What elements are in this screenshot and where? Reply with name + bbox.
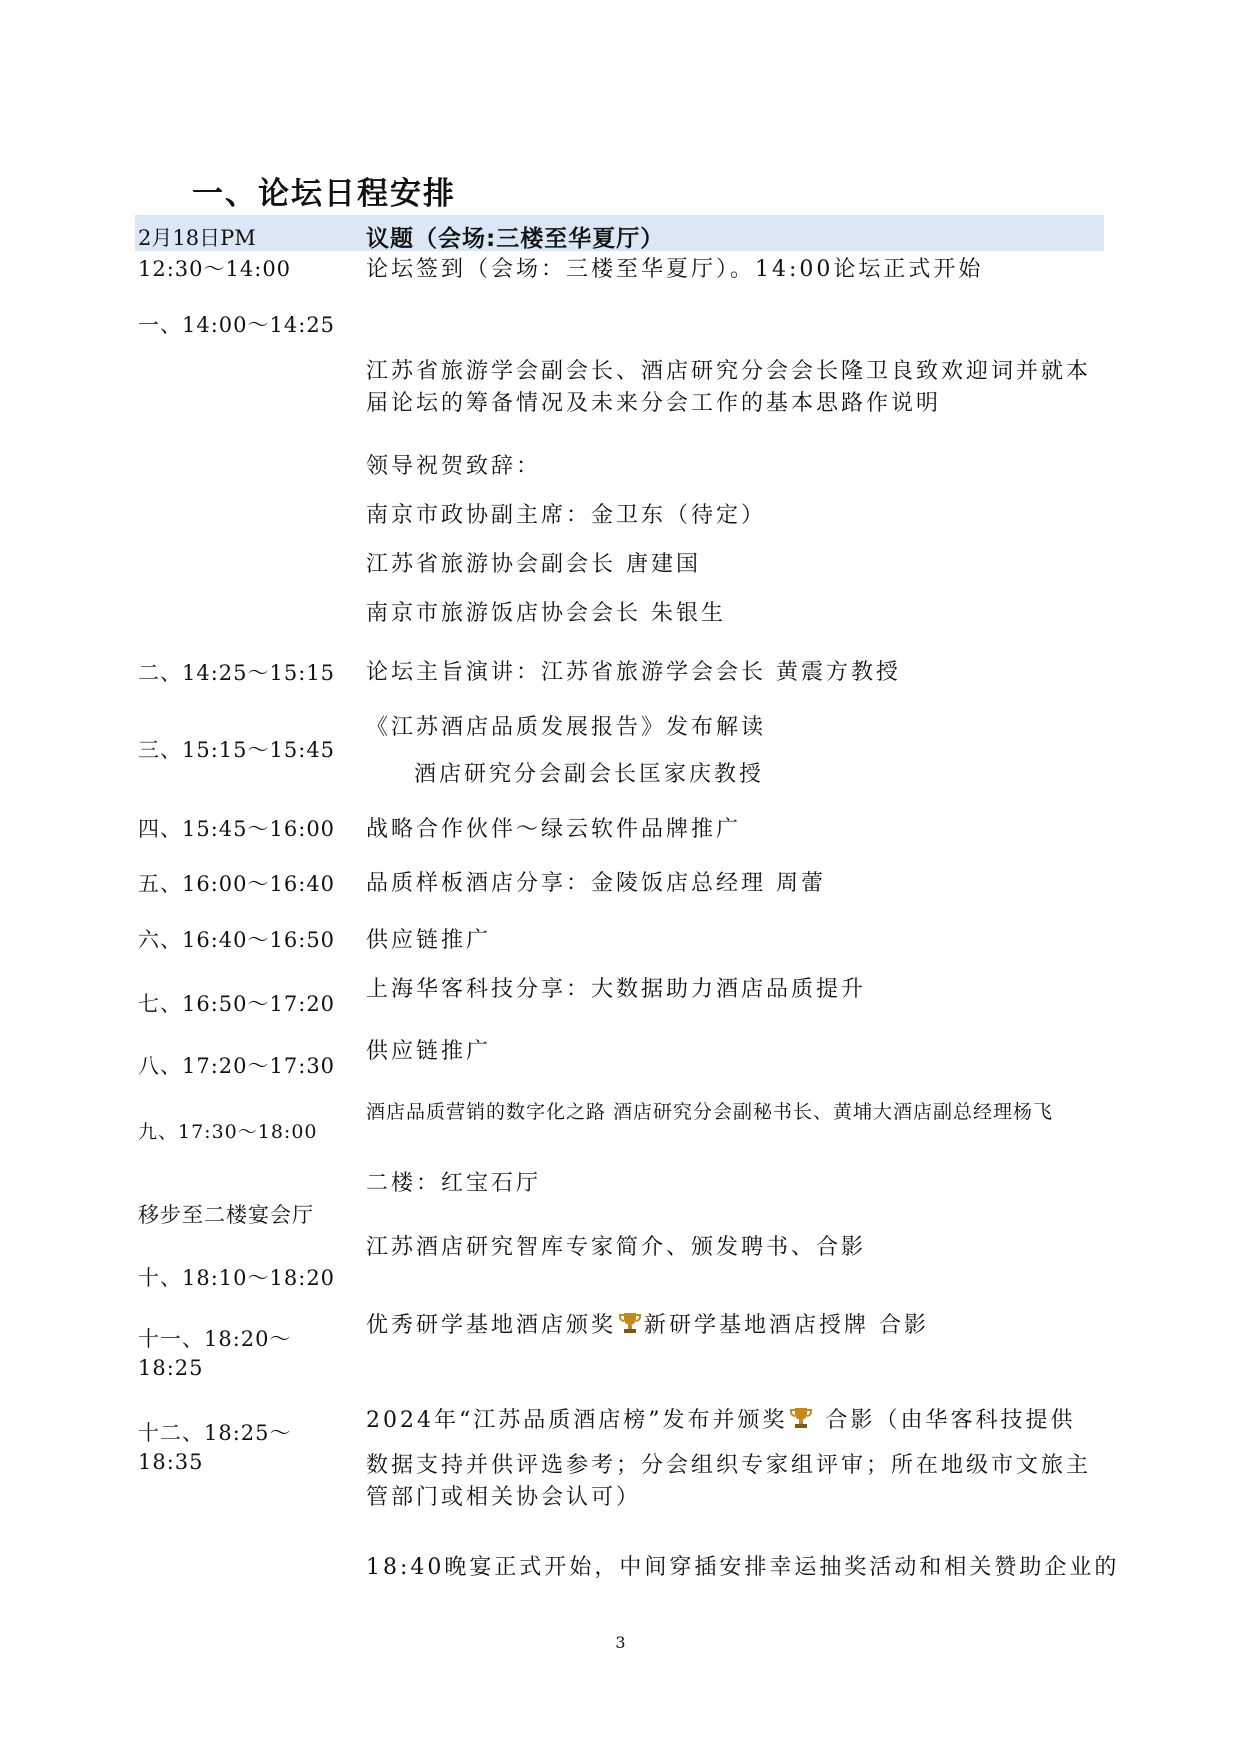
row-8-content: 供应链推广 [366, 1039, 492, 1064]
row-7-content: 上海华客科技分享：大数据助力酒店品质提升 [366, 977, 867, 1002]
row-1-sub-4: 南京市旅游饭店协会会长 朱银生 [366, 601, 726, 626]
row-7-time: 七、16:50～17:20 [138, 992, 336, 1016]
row-10-time: 十、18:10～18:20 [138, 1266, 336, 1290]
row-11-content [366, 1308, 929, 1341]
move-time: 移步至二楼宴会厅 [138, 1203, 314, 1227]
row-12-content-b: 合影（由华客科技提供 [815, 1408, 1076, 1433]
row-5-time: 五、16:00～16:40 [138, 872, 336, 896]
row-0-content: 论坛签到（会场：三楼至华夏厅）。14:00论坛正式开始 [366, 257, 984, 282]
row-12-time-a: 十二、18:25～ [138, 1421, 292, 1445]
row-9-content: 酒店品质营销的数字化之路 酒店研究分会副秘书长、黄埔大酒店副总经理杨飞 [366, 1101, 1054, 1123]
row-11-time-b: 18:25 [138, 1356, 204, 1380]
row-3-sub: 酒店研究分会副会长匡家庆教授 [414, 762, 765, 787]
row-6-time: 六、16:40～16:50 [138, 928, 336, 952]
row-1-sub-3: 江苏省旅游协会副会长 唐建国 [366, 552, 701, 577]
row-12-time-b: 18:35 [138, 1450, 204, 1474]
trophy-icon [790, 1406, 812, 1436]
row-2-time: 二、14:25～15:15 [138, 661, 336, 685]
header-date: 2月18日PM [138, 226, 256, 250]
row-0-time: 12:30～14:00 [138, 257, 292, 281]
row-1-sub-2: 南京市政协副主席：金卫东（待定） [366, 503, 767, 528]
row-8-time: 八、17:20～17:30 [138, 1054, 336, 1078]
page-number: 3 [615, 1633, 626, 1652]
row-11-time-a: 十一、18:20～ [138, 1327, 292, 1351]
row-6-content: 供应链推广 [366, 928, 492, 953]
row-1-time: 一、14:00～14:25 [138, 313, 336, 337]
row-11-content-b: 新研学基地酒店授牌 合影 [644, 1313, 930, 1338]
move-content: 二楼：红宝石厅 [366, 1171, 542, 1196]
row-12-content-a: 2024年“江苏品质酒店榜”发布并颁奖 [366, 1408, 788, 1433]
row-5-content: 品质样板酒店分享：金陵饭店总经理 周蕾 [366, 871, 826, 896]
row-1-content: 江苏省旅游学会副会长、酒店研究分会会长隆卫良致欢迎词并就本届论坛的筹备情况及未来分会工作的基本思路作说明 [366, 359, 1092, 416]
trophy-icon [619, 1311, 641, 1341]
page-title: 一、论坛日程安排 [192, 176, 456, 212]
row-9-time: 九、17:30～18:00 [138, 1121, 318, 1143]
row-3-content: 《江苏酒店品质发展报告》发布解读 [366, 715, 767, 740]
row-13-content: 18:40晚宴正式开始，中间穿插安排幸运抽奖活动和相关赞助企业的 [366, 1555, 1120, 1580]
row-4-content: 战略合作伙伴～绿云软件品牌推广 [366, 817, 742, 842]
row-3-time: 三、15:15～15:45 [138, 738, 336, 762]
row-11-content-a: 优秀研学基地酒店颁奖 [366, 1313, 617, 1338]
row-12-content [366, 1403, 1075, 1436]
header-topic: 议题（会场:三楼至华夏厅） [366, 226, 665, 252]
row-4-time: 四、15:45～16:00 [138, 817, 336, 841]
row-10-content: 江苏酒店研究智库专家简介、颁发聘书、合影 [366, 1235, 867, 1260]
row-1-sub-1: 领导祝贺致辞： [366, 454, 542, 479]
row-2-content: 论坛主旨演讲：江苏省旅游学会会长 黄震方教授 [366, 660, 901, 685]
row-12-content-2: 数据支持并供评选参考；分会组织专家组评审；所在地级市文旅主管部门或相关协会认可） [366, 1453, 1092, 1510]
